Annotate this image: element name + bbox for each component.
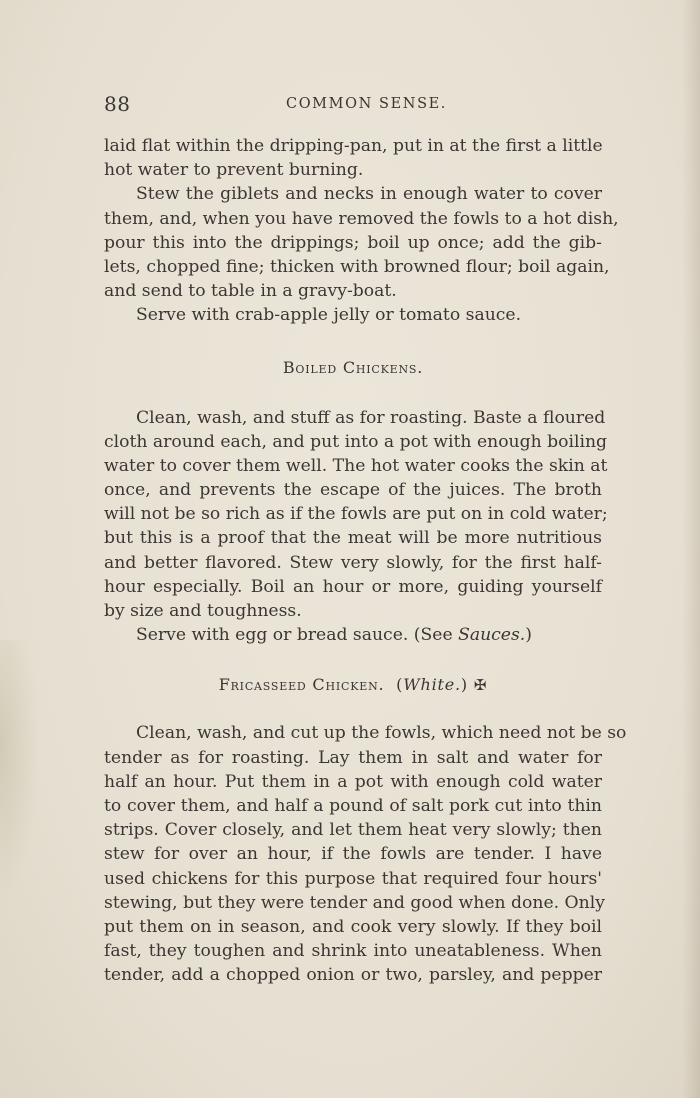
text-line: stew for over an hour, if the fowls are tender. I have (104, 844, 602, 865)
text-line: laid flat within the dripping-pan, put in at the first a little (104, 136, 603, 156)
text-line: by size and toughness. (104, 601, 302, 621)
heading-close-paren: ) (460, 675, 468, 695)
text-line: hour especially. Boil an hour or more, guiding yourself (104, 576, 602, 597)
text-line: tender as for roasting. Lay them in salt and water for (104, 747, 602, 768)
text-line: fast, they toughen and shrink into uneatableness. When (104, 941, 602, 962)
text-line: to cover them, and half a pound of salt pork cut into thin (104, 795, 602, 816)
text-line: half an hour. Put them in a pot with enough cold water (104, 771, 602, 792)
text-line: once, and prevents the escape of the juices. The broth (104, 480, 602, 501)
page-gutter-shadow (682, 0, 700, 1098)
text-line: Serve with crab-apple jelly or tomato sauce. (136, 305, 522, 326)
text-line: will not be so rich as if the fowls are put on in cold water; (104, 504, 608, 525)
text-line: and send to table in a gravy-boat. (104, 281, 397, 302)
serve-text-close: ) (525, 625, 532, 646)
heading-open-paren: ( (396, 675, 404, 695)
text-line: Clean, wash, and stuff as for roasting. Baste a floured (136, 407, 606, 428)
text-line: but this is a proof that the meat will be more nutritious (104, 528, 602, 549)
section-heading-fricasseed-chicken (104, 673, 602, 697)
text-line: stewing, but they were tender and good when done. Only (104, 892, 605, 913)
text-line: pour this into the drippings; boil up once; add the gib- (104, 232, 602, 253)
page-stain (0, 640, 40, 900)
text-line: and better flavored. Stew very slowly, for the first half- (104, 552, 602, 573)
text-line: cloth around each, and put into a pot with enough boiling (104, 431, 608, 452)
text-line: them, and, when you have removed the fowls to a hot dish, (104, 208, 619, 229)
serve-text-italic: Sauces. (458, 625, 526, 646)
running-head: COMMON SENSE. (286, 96, 447, 112)
text-line: Stew the giblets and necks in enough water to cover (136, 184, 602, 205)
text-line: used chickens for this purpose that required four hours' (104, 868, 602, 889)
page-body (104, 134, 627, 987)
text-line: put them on in season, and cook very slowly. If they boil (104, 916, 602, 937)
text-line: Clean, wash, and cut up the fowls, which need not be so (136, 723, 627, 744)
heading-italic: White. (403, 675, 461, 695)
heading-title: Fricasseed Chicken. (218, 675, 385, 695)
page-number: 88 (104, 92, 131, 116)
section-heading-boiled-chickens: Boiled Chickens. (282, 357, 424, 377)
text-line: tender, add a chopped onion or two, parsley, and pepper (104, 965, 602, 986)
serve-text: Serve with egg or bread sauce. (See (136, 625, 459, 646)
text-line-serve (104, 623, 602, 647)
page-header (104, 92, 600, 118)
cross-mark-icon: ✠ (473, 676, 488, 695)
text-line: strips. Cover closely, and let them heat very slowly; then (104, 820, 602, 841)
text-line: lets, chopped fine; thicken with browned flour; boil again, (104, 256, 610, 277)
text-line: hot water to prevent burning. (104, 160, 364, 181)
text-line: water to cover them well. The hot water cooks the skin at (104, 455, 608, 476)
